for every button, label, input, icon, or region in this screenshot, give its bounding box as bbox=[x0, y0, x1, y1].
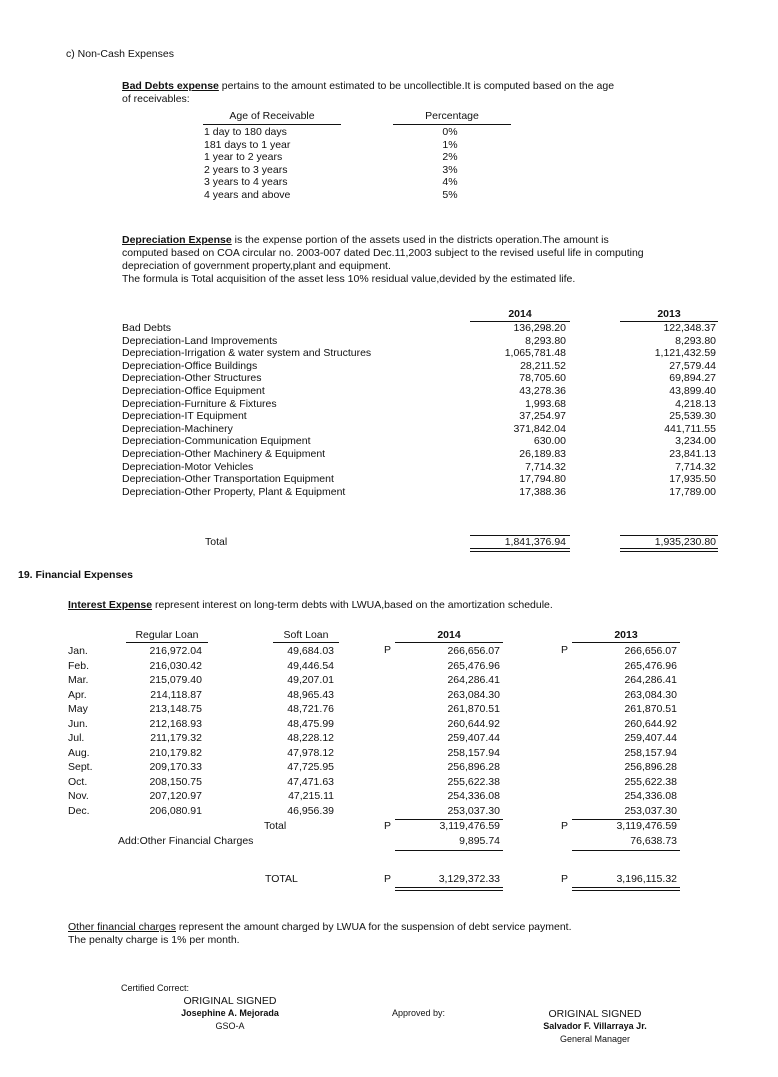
table-cell: 259,407.44 bbox=[624, 732, 677, 744]
table-cell: 207,120.97 bbox=[149, 790, 202, 802]
peso-sign-2013: P bbox=[561, 644, 569, 656]
table-cell: 27,579.44 bbox=[669, 359, 716, 372]
table-cell: 122,348.37 bbox=[663, 322, 716, 334]
depreciation-text-2: computed based on COA circular no. 2003-007 dated Dec.11,2003 subject to the revised useful life in computing bbox=[122, 247, 644, 259]
list-item: 4 years and above bbox=[204, 188, 291, 201]
table-cell: 212,168.93 bbox=[149, 717, 202, 730]
peso-sign-grand-2013: P bbox=[561, 873, 569, 885]
left-signatory-title: GSO-A bbox=[215, 1021, 245, 1031]
table-cell: 47,471.63 bbox=[287, 775, 334, 788]
table-cell: 261,870.51 bbox=[447, 703, 500, 715]
dep-values-2013 bbox=[620, 322, 716, 498]
table-row: Dec. bbox=[68, 804, 90, 817]
right-signatory-title: General Manager bbox=[559, 1034, 631, 1044]
list-item: 0% bbox=[442, 126, 458, 138]
table-cell: 260,644.92 bbox=[447, 717, 500, 730]
table-row: Depreciation-Other Structures bbox=[122, 372, 262, 385]
table-cell: 49,446.54 bbox=[287, 659, 334, 672]
list-item: 1% bbox=[442, 138, 458, 151]
certified-label: Certified Correct: bbox=[121, 983, 190, 993]
table-cell: 259,407.44 bbox=[447, 732, 500, 744]
soft-values bbox=[262, 644, 334, 818]
table-row: Depreciation-Machinery bbox=[122, 422, 233, 435]
list-item: 181 days to 1 year bbox=[204, 138, 291, 151]
dep-labels bbox=[122, 322, 371, 498]
table-cell: 265,476.96 bbox=[624, 659, 677, 672]
table-cell: 255,622.38 bbox=[447, 775, 500, 788]
dep-col-2013: 2013 bbox=[657, 308, 681, 320]
int-2014-rule bbox=[395, 642, 503, 643]
table-cell: 209,170.33 bbox=[149, 761, 202, 773]
table-cell: 208,150.75 bbox=[149, 775, 202, 788]
table-row: Depreciation-Office Buildings bbox=[122, 359, 258, 372]
peso-sign-2014: P bbox=[384, 644, 392, 656]
table-cell: 49,207.01 bbox=[287, 674, 334, 686]
dep-total-label: Total bbox=[205, 536, 228, 548]
table-cell: 17,935.50 bbox=[669, 473, 716, 486]
table-cell: 211,179.32 bbox=[150, 732, 202, 744]
table-row: Bad Debts bbox=[122, 322, 172, 334]
table-cell: 214,118.87 bbox=[150, 688, 202, 701]
col-regular-loan: Regular Loan bbox=[135, 629, 199, 641]
left-signed: ORIGINAL SIGNED bbox=[183, 995, 277, 1007]
table-cell: 213,148.75 bbox=[149, 703, 202, 715]
dep-col-2014: 2014 bbox=[508, 308, 532, 320]
col-pct-header: Percentage bbox=[425, 110, 479, 122]
table-cell: 254,336.08 bbox=[447, 790, 500, 802]
other-charges-paragraph bbox=[68, 921, 572, 947]
table-cell: 47,725.95 bbox=[287, 761, 334, 773]
table-cell: 256,896.28 bbox=[624, 761, 677, 773]
int-total-2013: 3,119,476.59 bbox=[616, 820, 677, 832]
dep-values-2014 bbox=[470, 322, 566, 498]
add-other-2013: 76,638.73 bbox=[630, 835, 677, 847]
interest-text: represent interest on long-term debts with LWUA,based on the amortization schedule. bbox=[152, 599, 553, 611]
table-cell: 263,084.30 bbox=[447, 688, 500, 701]
table-cell: 266,656.07 bbox=[447, 645, 500, 657]
table-cell: 136,298.20 bbox=[513, 322, 566, 334]
grand-total-2014: 3,129,372.33 bbox=[438, 873, 500, 885]
add-rule-2014 bbox=[395, 850, 503, 851]
peso-sign-total-2014: P bbox=[384, 820, 392, 832]
table-row: Oct. bbox=[68, 775, 88, 788]
section-c-title: c) Non-Cash Expenses bbox=[66, 48, 174, 60]
list-item: 2 years to 3 years bbox=[204, 163, 288, 176]
table-cell: 26,189.83 bbox=[519, 447, 566, 460]
table-cell: 206,080.91 bbox=[149, 804, 202, 817]
peso-sign-grand-2014: P bbox=[384, 873, 392, 885]
table-cell: 258,157.94 bbox=[447, 746, 500, 759]
table-cell: 441,711.55 bbox=[664, 422, 716, 435]
table-row: Feb. bbox=[68, 659, 90, 672]
table-cell: 3,234.00 bbox=[675, 435, 716, 448]
table-cell: 69,894.27 bbox=[669, 372, 716, 385]
add-other-charges-label: Add:Other Financial Charges bbox=[118, 835, 254, 847]
table-row: Depreciation-Furniture & Fixtures bbox=[122, 397, 277, 410]
table-row: Apr. bbox=[68, 688, 87, 701]
interest-term: Interest Expense bbox=[68, 599, 153, 611]
col-soft-loan: Soft Loan bbox=[283, 629, 329, 641]
int-total-label: Total bbox=[264, 820, 287, 832]
depreciation-text-1: is the expense portion of the assets used in the districts operation.The amount is bbox=[231, 234, 609, 246]
grand-total-label: TOTAL bbox=[265, 873, 298, 885]
list-item: 3 years to 4 years bbox=[204, 176, 288, 189]
table-cell: 371,842.04 bbox=[513, 422, 566, 435]
month-list bbox=[68, 644, 93, 818]
list-item: 1 year to 2 years bbox=[204, 151, 283, 164]
table-cell: 47,978.12 bbox=[287, 746, 334, 759]
pct-header-rule bbox=[393, 124, 511, 125]
dep-total-2014: 1,841,376.94 bbox=[504, 536, 566, 548]
table-cell: 216,030.42 bbox=[149, 659, 202, 672]
depreciation-term: Depreciation Expense bbox=[122, 234, 232, 246]
table-row: Depreciation-Communication Equipment bbox=[122, 435, 311, 448]
table-row: Jul. bbox=[68, 732, 85, 744]
add-other-2014: 9,895.74 bbox=[459, 835, 500, 847]
interest-2013-values bbox=[577, 644, 677, 818]
table-cell: 260,644.92 bbox=[624, 717, 677, 730]
table-cell: 28,211.52 bbox=[520, 359, 566, 372]
dep-total-double-rule-2014 bbox=[470, 548, 570, 552]
table-cell: 1,065,781.48 bbox=[504, 347, 566, 360]
table-cell: 48,475.99 bbox=[287, 717, 334, 730]
table-cell: 78,705.60 bbox=[519, 372, 566, 385]
table-cell: 43,278.36 bbox=[519, 384, 566, 397]
table-cell: 264,286.41 bbox=[447, 674, 500, 686]
int-col-2014: 2014 bbox=[437, 629, 461, 641]
financial-heading: 19. Financial Expenses bbox=[18, 569, 133, 581]
table-row: Depreciation-Land Improvements bbox=[122, 334, 278, 347]
table-row: Jan. bbox=[68, 645, 88, 657]
int-col-2013: 2013 bbox=[614, 629, 638, 641]
approved-label: Approved by: bbox=[392, 1008, 446, 1018]
list-item: 5% bbox=[442, 188, 458, 201]
list-item: 2% bbox=[442, 151, 458, 164]
table-cell: 48,228.12 bbox=[287, 732, 334, 744]
table-cell: 266,656.07 bbox=[624, 645, 677, 657]
table-cell: 261,870.51 bbox=[624, 703, 677, 715]
regular-values bbox=[120, 644, 202, 818]
table-row: Nov. bbox=[68, 790, 89, 802]
table-cell: 258,157.94 bbox=[624, 746, 677, 759]
right-signatory-name: Salvador F. Villarraya Jr. bbox=[543, 1021, 647, 1031]
peso-sign-total-2013: P bbox=[561, 820, 569, 832]
table-cell: 256,896.28 bbox=[447, 761, 500, 773]
grand-total-2013: 3,196,115.32 bbox=[616, 873, 677, 885]
table-cell: 8,293.80 bbox=[675, 334, 716, 347]
other-charges-term: Other financial charges bbox=[68, 921, 176, 933]
table-row: Depreciation-Irrigation & water system and Structures bbox=[122, 347, 372, 360]
table-cell: 48,965.43 bbox=[287, 688, 334, 701]
table-cell: 253,037.30 bbox=[447, 804, 500, 817]
list-item: 1 day to 180 days bbox=[204, 126, 287, 138]
col-age-header: Age of Receivable bbox=[229, 110, 315, 122]
table-cell: 210,179.82 bbox=[149, 746, 202, 759]
right-signed: ORIGINAL SIGNED bbox=[548, 1008, 642, 1020]
add-rule-2013 bbox=[572, 850, 680, 851]
grand-double-rule-2013 bbox=[572, 887, 680, 891]
bad-debts-term: Bad Debts expense bbox=[122, 80, 219, 92]
table-cell: 253,037.30 bbox=[624, 804, 677, 817]
table-cell: 47,215.11 bbox=[288, 790, 334, 802]
left-signatory-name: Josephine A. Mejorada bbox=[181, 1008, 279, 1018]
table-cell: 7,714.32 bbox=[525, 460, 566, 473]
table-row: May bbox=[68, 703, 88, 715]
table-cell: 8,293.80 bbox=[525, 334, 566, 347]
table-row: Depreciation-Other Property, Plant & Equipment bbox=[122, 485, 346, 498]
table-cell: 216,972.04 bbox=[149, 645, 202, 657]
table-row: Depreciation-Other Machinery & Equipment bbox=[122, 447, 326, 460]
depreciation-text-3: depreciation of government property,plant and equipment. bbox=[122, 260, 391, 272]
table-cell: 17,789.00 bbox=[669, 485, 716, 498]
table-row: Aug. bbox=[68, 746, 90, 759]
table-cell: 25,539.30 bbox=[669, 410, 716, 423]
int-2013-rule bbox=[572, 642, 680, 643]
depreciation-paragraph bbox=[122, 234, 644, 286]
interest-2014-values bbox=[400, 644, 500, 818]
table-cell: 4,218.13 bbox=[675, 397, 716, 410]
list-item: 4% bbox=[442, 176, 458, 189]
table-row: Jun. bbox=[68, 717, 88, 730]
age-list bbox=[204, 126, 290, 202]
table-row: Depreciation-Other Transportation Equipment bbox=[122, 473, 334, 486]
depreciation-text-4: The formula is Total acquisition of the asset less 10% residual value,devided by the estimated life. bbox=[122, 273, 576, 285]
pct-list bbox=[420, 126, 480, 202]
table-cell: 17,388.36 bbox=[519, 485, 566, 498]
table-row: Mar. bbox=[68, 674, 89, 686]
soft-rule bbox=[273, 642, 339, 643]
table-cell: 17,794.80 bbox=[519, 473, 566, 486]
table-cell: 43,899.40 bbox=[669, 384, 716, 397]
age-header-rule bbox=[203, 124, 341, 125]
int-total-2014: 3,119,476.59 bbox=[439, 820, 500, 832]
bad-debts-text-1: pertains to the amount estimated to be uncollectible.It is computed based on the age bbox=[218, 80, 615, 92]
table-row: Depreciation-Office Equipment bbox=[122, 384, 265, 397]
table-cell: 23,841.13 bbox=[669, 447, 716, 460]
table-cell: 263,084.30 bbox=[624, 688, 677, 701]
table-cell: 255,622.38 bbox=[624, 775, 677, 788]
other-charges-text: represent the amount charged by LWUA for the suspension of debt service payment. bbox=[175, 921, 572, 933]
bad-debts-text-2: of receivables: bbox=[122, 93, 190, 105]
table-cell: 7,714.32 bbox=[675, 460, 716, 473]
table-cell: 630.00 bbox=[533, 435, 566, 448]
table-row: Depreciation-IT Equipment bbox=[122, 410, 247, 423]
bad-debts-paragraph bbox=[122, 80, 614, 106]
penalty-text: The penalty charge is 1% per month. bbox=[68, 934, 240, 946]
table-cell: 46,956.39 bbox=[287, 804, 334, 817]
table-row: Depreciation-Motor Vehicles bbox=[122, 460, 254, 473]
table-cell: 1,993.68 bbox=[525, 397, 566, 410]
table-cell: 265,476.96 bbox=[447, 659, 500, 672]
table-row: Sept. bbox=[68, 761, 93, 773]
table-cell: 254,336.08 bbox=[624, 790, 677, 802]
table-cell: 49,684.03 bbox=[287, 645, 334, 657]
dep-total-double-rule-2013 bbox=[620, 548, 718, 552]
interest-paragraph bbox=[68, 599, 553, 611]
list-item: 3% bbox=[442, 163, 458, 176]
table-cell: 48,721.76 bbox=[287, 703, 334, 715]
dep-total-2013: 1,935,230.80 bbox=[654, 536, 716, 548]
table-cell: 264,286.41 bbox=[624, 674, 677, 686]
table-cell: 37,254.97 bbox=[519, 410, 566, 423]
grand-double-rule-2014 bbox=[395, 887, 503, 891]
table-cell: 1,121,432.59 bbox=[654, 347, 716, 360]
regular-rule bbox=[126, 642, 208, 643]
table-cell: 215,079.40 bbox=[149, 674, 202, 686]
